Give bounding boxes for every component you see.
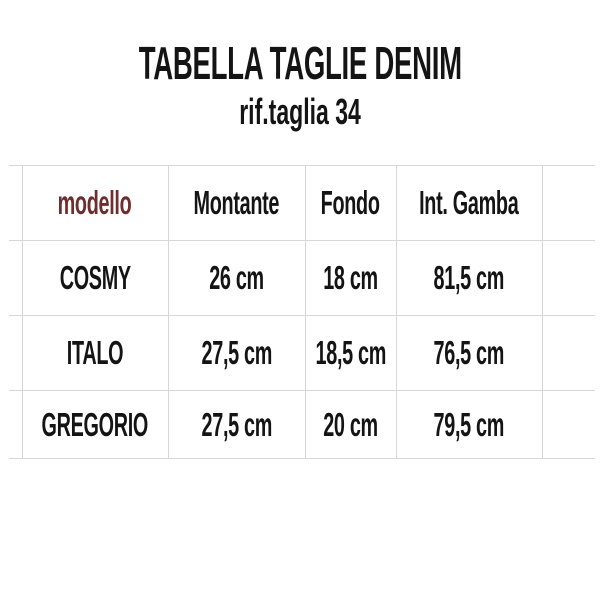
table-row-italo-montante [168,315,305,390]
cell-fondo-value: 18,5 cm [315,334,386,371]
cell-int-gamba-value: 81,5 cm [433,259,505,296]
table-row-gregorio-montante [168,390,305,458]
header-cell-int-gamba [396,165,542,240]
cell-montante-value: 27,5 cm [201,405,272,443]
table-row-italo-fondo [305,315,396,390]
header-label-int-gamba: Int. Gamba [419,184,519,221]
page-subtitle-text: rif.taglia 34 [239,91,361,132]
table-row-cosmy-model [22,240,168,315]
table-vertical-rule [542,165,543,459]
cell-montante-value: 27,5 cm [201,334,272,371]
table-row-gregorio-int-gamba [396,390,542,458]
cell-fondo-value: 18 cm [323,259,378,296]
table-horizontal-rule [9,458,595,459]
page-title [0,37,600,89]
table-row-gregorio-model [22,390,168,458]
table-row-italo-int-gamba [396,315,542,390]
table-row-cosmy-montante [168,240,305,315]
cell-montante-value: 26 cm [209,259,264,296]
header-cell-fondo [305,165,396,240]
cell-model-name: ITALO [66,334,124,371]
header-cell-montante [168,165,305,240]
header-label-montante: Montante [193,184,280,221]
header-cell-modello [22,165,168,240]
cell-model-name: GREGORIO [41,405,149,443]
cell-model-name: COSMY [59,259,131,296]
cell-fondo-value: 20 cm [323,405,378,443]
header-label-modello: modello [58,184,132,221]
page-title-text: TABELLA TAGLIE DENIM [138,37,462,89]
table-row-italo-model [22,315,168,390]
page-subtitle [0,93,600,133]
cell-int-gamba-value: 76,5 cm [433,334,505,371]
cell-int-gamba-value: 79,5 cm [433,405,505,443]
table-row-cosmy-int-gamba [396,240,542,315]
table-row-gregorio-fondo [305,390,396,458]
table-row-cosmy-fondo [305,240,396,315]
header-label-fondo: Fondo [321,184,380,221]
